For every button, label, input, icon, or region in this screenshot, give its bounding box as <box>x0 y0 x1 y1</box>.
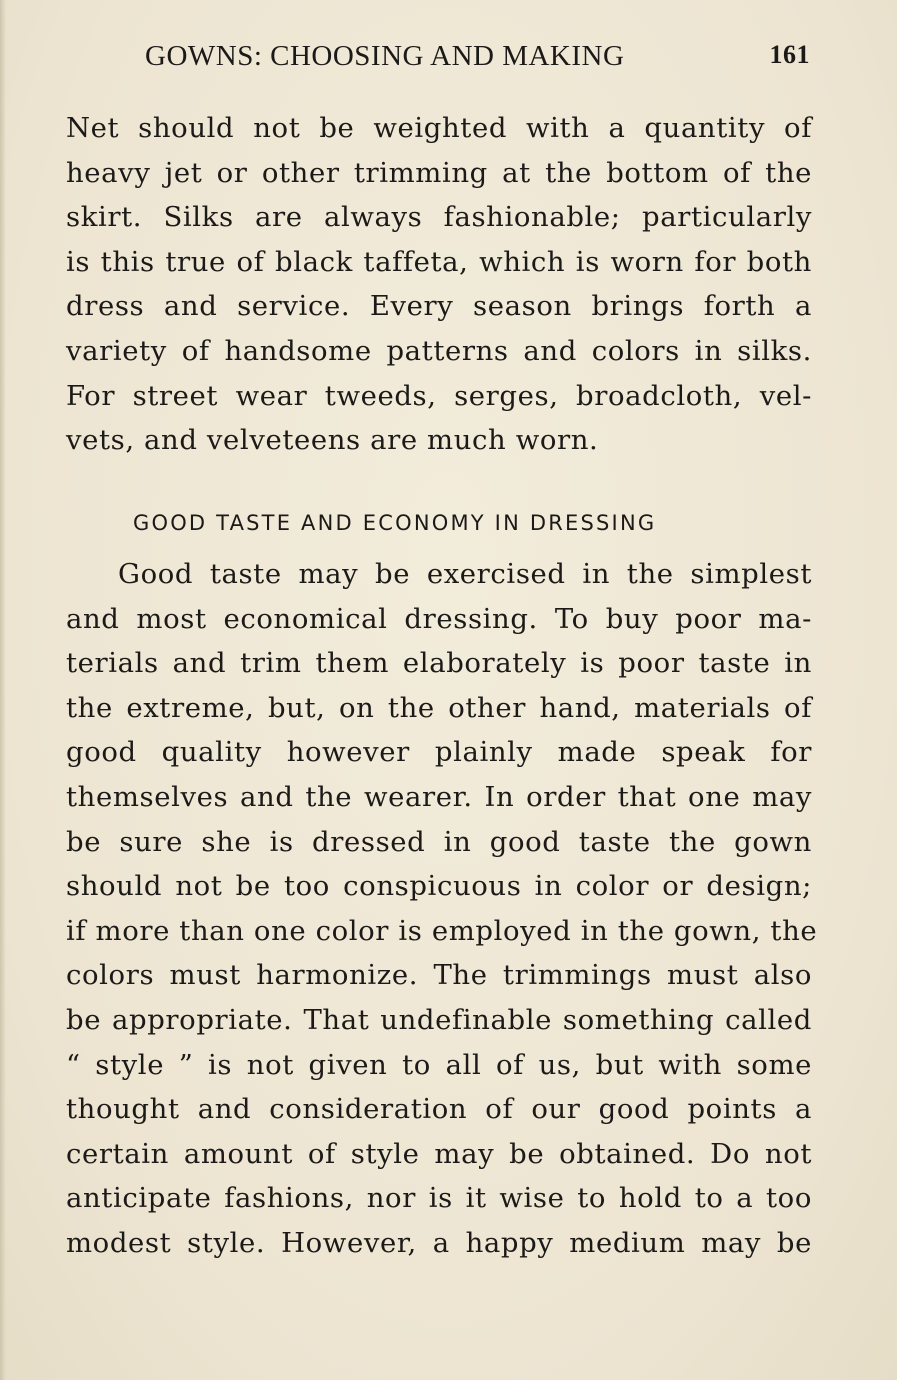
text-line: the extreme, but, on the other hand, materials of <box>66 691 812 724</box>
text-line: variety of handsome patterns and colors in silks. <box>66 334 812 367</box>
text-line: be sure she is dressed in good taste the gown <box>66 825 812 858</box>
text-line: good quality however plainly made speak for <box>66 736 812 769</box>
text-line: colors must harmonize. The trimmings must also <box>66 959 812 992</box>
text-line: should not be too conspicuous in color or design; <box>66 870 812 903</box>
paragraph-good-taste <box>66 552 818 1266</box>
text-line: and most economical dressing. To buy poor ma- <box>66 602 812 635</box>
text-line: if more than one color is employed in the gown, the <box>66 914 818 947</box>
text-line: vets, and velveteens are much worn. <box>66 424 599 457</box>
text-line: is this true of black taffeta, which is worn for both <box>66 245 812 278</box>
running-head <box>145 40 810 80</box>
text-line: anticipate fashions, nor is it wise to hold to a too <box>66 1182 812 1215</box>
running-head-title: GOWNS: CHOOSING AND MAKING <box>145 40 625 72</box>
text-line: dress and service. Every season brings forth a <box>66 290 812 323</box>
section-heading: GOOD TASTE AND ECONOMY IN DRESSING <box>133 511 657 535</box>
text-line: thought and consideration of our good points a <box>66 1093 812 1126</box>
text-line: skirt. Silks are always fashionable; particularly <box>66 201 812 234</box>
page-binding-edge <box>0 0 6 1380</box>
text-line: “ style ” is not given to all of us, but with some <box>66 1048 812 1081</box>
text-line: Net should not be weighted with a quantity of <box>66 112 812 144</box>
paragraph-net-and-silks <box>66 106 812 463</box>
text-line: For street wear tweeds, serges, broadcloth, vel- <box>66 379 812 412</box>
page-number: 161 <box>769 40 810 69</box>
text-line: heavy jet or other trimming at the bottom of the <box>66 156 812 189</box>
text-line: certain amount of style may be obtained. Do not <box>66 1137 812 1170</box>
text-line: terials and trim them elaborately is poor taste in <box>66 647 812 680</box>
text-line: Good taste may be exercised in the simplest <box>118 558 812 590</box>
text-line: themselves and the wearer. In order that one may <box>66 780 812 813</box>
text-line: modest style. However, a happy medium may be <box>66 1226 812 1259</box>
text-line: be appropriate. That undefinable something called <box>66 1003 812 1036</box>
